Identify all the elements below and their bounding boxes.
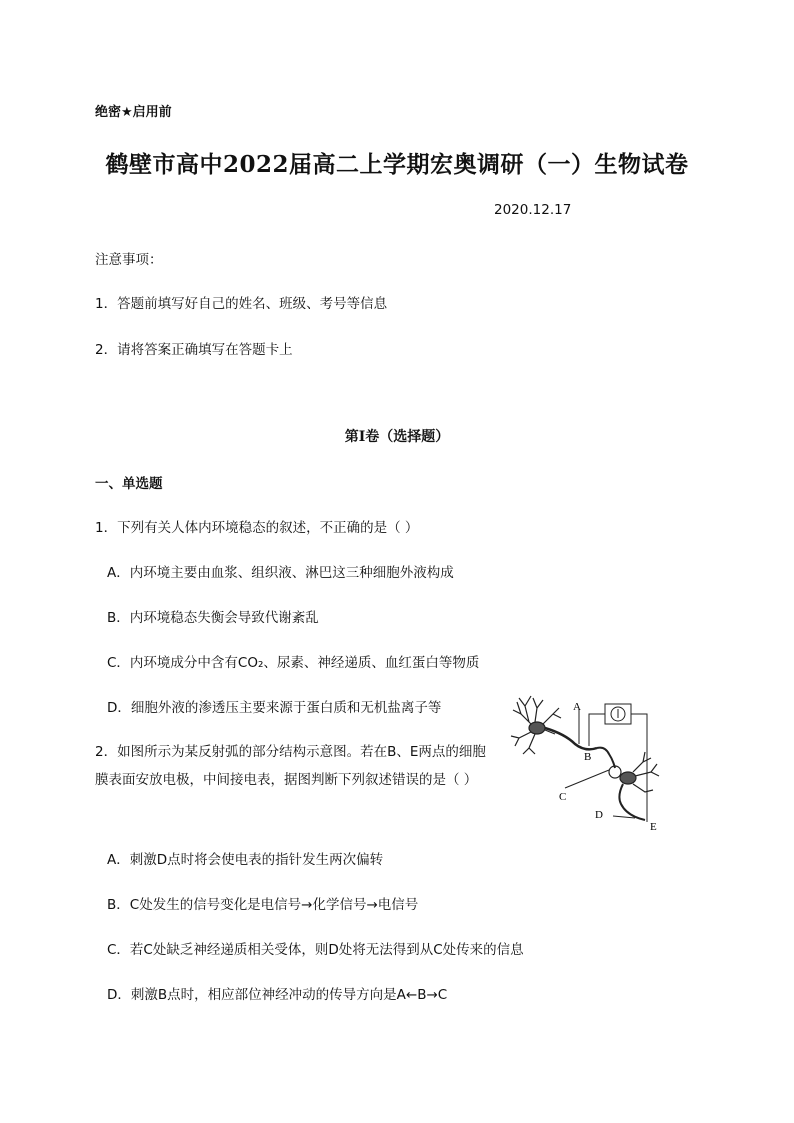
notes-heading: 注意事项： (95, 252, 163, 268)
q1-option-c: C．内环境成分中含有CO₂、尿素、神经递质、血红蛋白等物质 (107, 655, 480, 671)
lower-neuron (609, 752, 659, 820)
exam-title: 鹤壁市高中2022届高二上学期宏奥调研（一）生物试卷 (105, 151, 689, 178)
label-e: E (650, 821, 657, 833)
q1-option-a: A．内环境主要由血浆、组织液、淋巴这三种细胞外液构成 (107, 565, 454, 581)
q2-option-c: C．若C处缺乏神经递质相关受体，则D处将无法得到从C处传来的信息 (107, 942, 524, 958)
q1-option-d: D．细胞外液的渗透压主要来源于蛋白质和无机盐离子等 (107, 700, 442, 716)
section-title: 第I卷（选择题） (344, 429, 450, 445)
confidential-label: 绝密★启用前 (95, 105, 172, 120)
q2-option-b: B．C处发生的信号变化是电信号→化学信号→电信号 (107, 897, 419, 913)
axon (597, 748, 615, 768)
question-2-stem: 2．如图所示为某反射弧的部分结构示意图。若在B、E两点的细胞膜表面安放电极，中间接电表，据图判断下列叙述错误的是（ ） (95, 744, 486, 788)
upper-neuron (511, 696, 597, 754)
q2-option-a: A．刺激D点时将会使电表的指针发生两次偏转 (107, 852, 384, 868)
label-a: A (573, 701, 581, 713)
question-1-stem: 1．下列有关人体内环境稳态的叙述，不正确的是（ ） (95, 520, 419, 536)
note-item-2: 2．请将答案正确填写在答题卡上 (95, 342, 293, 358)
note-item-1: 1．答题前填写好自己的姓名、班级、考号等信息 (95, 296, 388, 312)
part-title: 一、单选题 (95, 476, 163, 492)
label-b: B (584, 751, 592, 763)
reflex-arc-figure (505, 688, 670, 833)
label-d: D (595, 809, 603, 821)
label-c: C (559, 791, 567, 803)
q2-option-d: D．刺激B点时，相应部位神经冲动的传导方向是A←B→C (107, 987, 448, 1003)
q1-option-b: B．内环境稳态失衡会导致代谢紊乱 (107, 610, 319, 626)
exam-date: 2020.12.17 (494, 202, 572, 218)
